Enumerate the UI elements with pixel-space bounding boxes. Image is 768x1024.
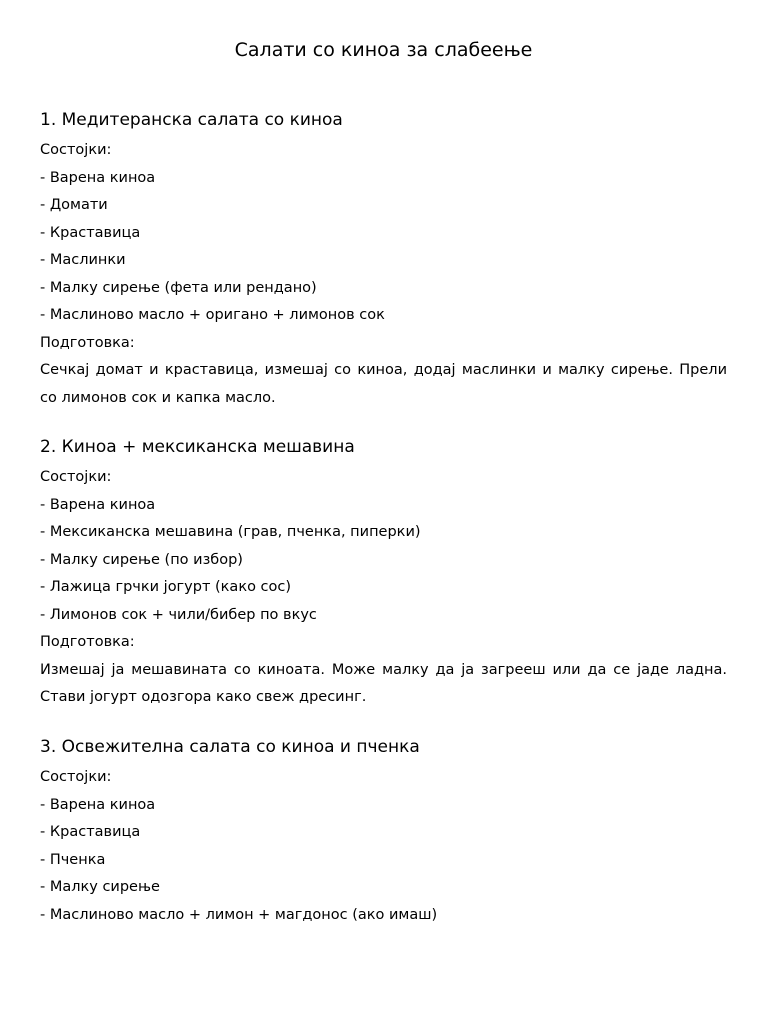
ingredients-label: Состојки: [40, 469, 112, 485]
ingredient-item: - Маслиново масло + оригано + лимонов сок [40, 307, 385, 323]
preparation-label: Подготовка: [40, 634, 135, 650]
ingredient-item: - Малку сирење (фета или рендано) [40, 279, 317, 296]
ingredients-list [40, 492, 727, 630]
ingredient-item: - Варена киноа [40, 496, 156, 513]
ingredients-label: Состојки: [40, 142, 112, 158]
ingredient-item: - Домати [40, 197, 108, 213]
ingredient-item: - Варена киноа [40, 796, 156, 813]
recipe-heading: 1. Медитеранска салата со киноа [40, 110, 343, 130]
recipe-section-1 [40, 108, 727, 412]
ingredient-item: - Маслиново масло + лимон + магдонос (ако имаш) [40, 906, 438, 923]
recipe-section-2 [40, 435, 727, 712]
ingredient-item: - Варена киноа [40, 169, 156, 186]
ingredients-label: Состојки: [40, 769, 112, 785]
ingredients-list [40, 792, 727, 930]
recipe-section-3 [40, 735, 727, 929]
ingredient-item: - Лажица грчки јогурт (како сос) [40, 579, 292, 595]
ingredient-item: - Краставица [40, 224, 141, 241]
preparation-label: Подготовка: [40, 334, 135, 351]
preparation-text: Сечкај домат и краставица, измешај со киноа, додај маслинки и малку сирење. Прели со лимонов сок и капка масло. [40, 362, 727, 406]
ingredient-item: - Маслинки [40, 252, 126, 268]
recipe-heading: 3. Освежителна салата со киноа и пченка [40, 737, 420, 757]
ingredient-item: - Мексиканска мешавина (грав, пченка, пиперки) [40, 524, 421, 540]
ingredients-list [40, 165, 727, 330]
preparation-text: Измешај ја мешавината со киноата. Може малку да ја загрееш или да се јаде ладна. Стави јогурт одозгора како свеж дресинг. [40, 661, 727, 705]
ingredient-item: - Малку сирење (по избор) [40, 551, 243, 568]
recipe-heading: 2. Киноа + мексиканска мешавина [40, 437, 355, 457]
ingredient-item: - Лимонов сок + чили/бибер по вкус [40, 606, 317, 623]
ingredient-item: - Малку сирење [40, 879, 160, 895]
document-title: Салати со киноа за слабеење [234, 39, 533, 61]
ingredient-item: - Пченка [40, 851, 106, 868]
ingredient-item: - Краставица [40, 824, 141, 840]
